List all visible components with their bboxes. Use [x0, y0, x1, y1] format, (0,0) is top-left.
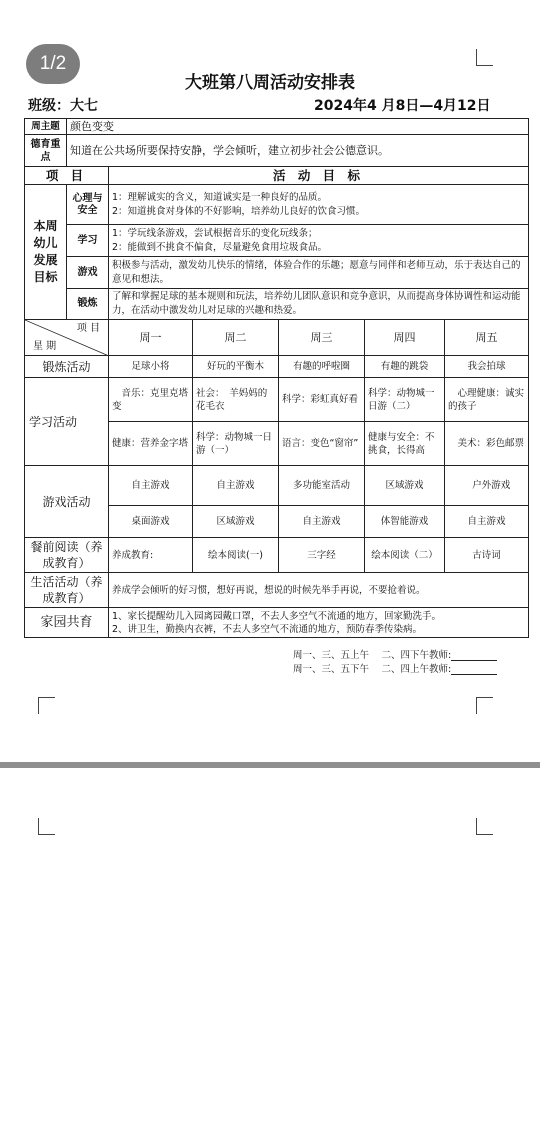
- reading-cell: 古诗词: [445, 538, 529, 573]
- goal-line: 1：理解诚实的含义，知道诚实是一种良好的品质。: [112, 191, 328, 203]
- page-corner-mark: [476, 818, 493, 835]
- class-label: 班级：大七: [28, 98, 98, 114]
- learning-cell: 科学：动物城一日游（一）: [193, 422, 279, 466]
- learning-cell: 科学：彩虹真好看: [279, 378, 365, 422]
- header-item-label: 项 目: [76, 323, 100, 334]
- game-cell: 桌面游戏: [109, 506, 193, 538]
- signature-text: 周一、三、五下午 二、四上午教师:: [293, 664, 452, 675]
- reading-cell: 养成教育:: [109, 538, 193, 573]
- goal-line: 1：学玩线条游戏，尝试根据音乐的变化玩线条；: [112, 227, 318, 239]
- page-indicator[interactable]: 1/2: [26, 44, 80, 84]
- family-line: 1、家长提醒幼儿入园离园戴口罩，不去人多空气不流通的地方，回家勤洗手。: [112, 610, 442, 622]
- document-title: 大班第八周活动安排表: [185, 73, 355, 93]
- day-header: 周二: [193, 320, 279, 356]
- life-row: [25, 573, 529, 608]
- page-corner-mark: [38, 697, 55, 714]
- exercise-cell: 足球小将: [109, 356, 193, 378]
- reading-row: [25, 538, 529, 573]
- signature-blank: [451, 650, 497, 661]
- game-cell: 区域游戏: [365, 466, 445, 506]
- reading-cell: 绘本阅读（二）: [365, 538, 445, 573]
- moral-row: [25, 135, 529, 167]
- goal-category: 心理与安全: [67, 185, 109, 225]
- theme-row: [25, 119, 529, 135]
- page-corner-mark: [476, 49, 493, 66]
- exercise-cell: 有趣的跳袋: [365, 356, 445, 378]
- game-cell: 自主游戏: [279, 506, 365, 538]
- games-row-1: [25, 466, 529, 506]
- game-cell: 自主游戏: [445, 506, 529, 538]
- goal-row-exercise: [25, 289, 529, 320]
- signature-text: 周一、三、五上午 二、四下午教师:: [293, 650, 452, 661]
- games-label: 游戏活动: [25, 466, 109, 538]
- reading-cell: 绘本阅读(一): [193, 538, 279, 573]
- date-range: 2024年4 月8日—4月12日: [314, 98, 491, 114]
- goal-category: 学习: [67, 225, 109, 257]
- learning-cell: 语言：变色“窗帘”: [279, 422, 365, 466]
- learning-cell: 科学：动物城一日游（二）: [365, 378, 445, 422]
- page-corner-mark: [476, 697, 493, 714]
- goal-text: 了解和掌握足球的基本规则和玩法，培养幼儿团队意识和竞争意识，从而提高身体协调性和运动能力，在活动中激发幼儿对足球的兴趣和热爱。: [109, 289, 529, 320]
- moral-value: 知道在公共场所要保持安静，学会倾听，建立初步社会公德意识。: [67, 135, 529, 167]
- game-cell: 体智能游戏: [365, 506, 445, 538]
- goal-category: 游戏: [67, 257, 109, 289]
- page-separator: [0, 762, 540, 768]
- days-header-row: [25, 320, 529, 356]
- theme-label: 周主题: [25, 119, 67, 135]
- signature-line-2: [293, 661, 497, 675]
- learning-label: 学习活动: [25, 378, 109, 466]
- signature-blank: [451, 664, 497, 675]
- life-label: 生活活动（养成教育）: [25, 573, 109, 608]
- day-header: 周五: [445, 320, 529, 356]
- learning-cell: 美术：彩色邮票: [445, 422, 529, 466]
- day-header: 周一: [109, 320, 193, 356]
- game-cell: 区域游戏: [193, 506, 279, 538]
- learning-cell: 健康与安全：不挑食，长得高: [365, 422, 445, 466]
- game-cell: 自主游戏: [193, 466, 279, 506]
- game-cell: 多功能室活动: [279, 466, 365, 506]
- goal-row-psych: [25, 185, 529, 225]
- goal-row-games: [25, 257, 529, 289]
- header-week-label: 星 期: [33, 341, 57, 352]
- life-text: 养成学会倾听的好习惯，想好再说，想说的时候先举手再说，不要抢着说。: [109, 573, 529, 608]
- page-corner-mark: [38, 818, 55, 835]
- goal-text: [109, 185, 529, 225]
- goal-category: 锻炼: [67, 289, 109, 320]
- goal-text: [109, 225, 529, 257]
- learning-cell: 社会： 羊妈妈的花毛衣: [193, 378, 279, 422]
- goal-line: 2：能做到不挑食不偏食，尽量避免食用垃圾食品。: [112, 241, 328, 253]
- exercise-cell: 有趣的呼啦圈: [279, 356, 365, 378]
- learning-cell: 健康：营养金字塔: [109, 422, 193, 466]
- goal-row-learning: [25, 225, 529, 257]
- reading-label: 餐前阅读（养成教育）: [25, 538, 109, 573]
- item-label: 项 目: [25, 167, 109, 185]
- activity-schedule-table: [24, 118, 529, 638]
- game-cell: 户外游戏: [445, 466, 529, 506]
- day-header: 周四: [365, 320, 445, 356]
- reading-cell: 三字经: [279, 538, 365, 573]
- family-text: [109, 608, 529, 638]
- goal-text: 积极参与活动，激发幼儿快乐的情绪，体验合作的乐趣；愿意与同伴和老师互动，乐于表达自己的意见和想法。: [109, 257, 529, 289]
- goals-header-row: [25, 167, 529, 185]
- diagonal-header-cell: [25, 320, 109, 356]
- theme-value: 颜色变变: [67, 119, 529, 135]
- exercise-label: 锻炼活动: [25, 356, 109, 378]
- day-header: 周三: [279, 320, 365, 356]
- exercise-cell: 我会拍球: [445, 356, 529, 378]
- family-line: 2、讲卫生，勤换内衣裤，不去人多空气不流通的地方，预防春季传染病。: [112, 623, 423, 635]
- family-label: 家园共育: [25, 608, 109, 638]
- goal-line: 2：知道挑食对身体的不好影响，培养幼儿良好的饮食习惯。: [112, 205, 366, 217]
- goals-label: 活 动 目 标: [109, 167, 529, 185]
- learning-cell: 音乐：克里克塔变: [109, 378, 193, 422]
- signature-line-1: [293, 647, 497, 661]
- exercise-row: [25, 356, 529, 378]
- game-cell: 自主游戏: [109, 466, 193, 506]
- exercise-cell: 好玩的平衡木: [193, 356, 279, 378]
- family-row: [25, 608, 529, 638]
- moral-label: 德育重点: [25, 135, 67, 167]
- weekly-goals-label: 本周幼儿发展目标: [25, 185, 67, 320]
- learning-cell: 心理健康：诚实的孩子: [445, 378, 529, 422]
- learning-row-1: [25, 378, 529, 422]
